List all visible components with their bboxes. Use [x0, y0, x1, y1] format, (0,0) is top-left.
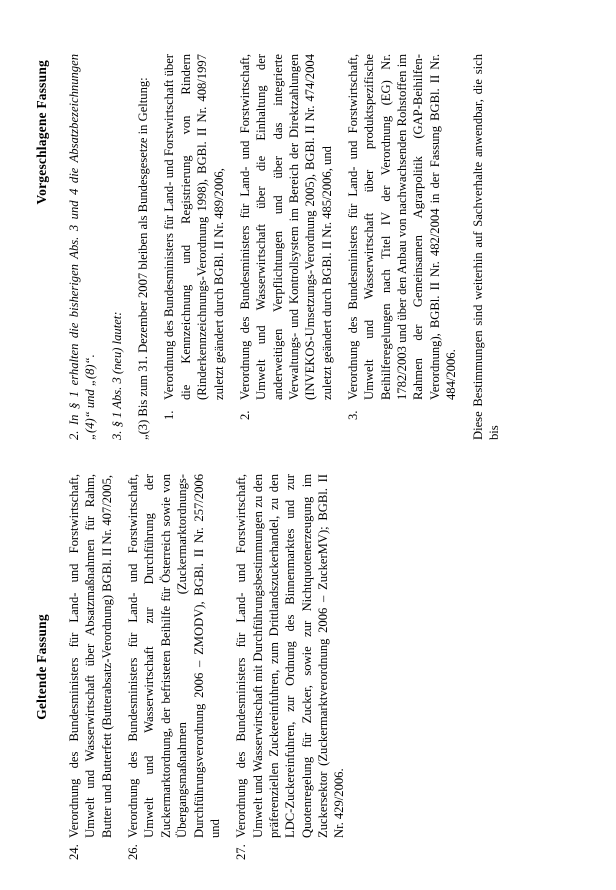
- list-item: [233, 474, 348, 860]
- list-item: [66, 474, 115, 860]
- list-item-number: 3.: [346, 410, 361, 420]
- list-item-number: 26.: [126, 844, 141, 860]
- list-item: [125, 474, 223, 860]
- list-item: [161, 54, 226, 440]
- list-item: [237, 54, 335, 440]
- amendment-instruction-3: 3. § 1 Abs. 3 (neu) lautet:: [109, 311, 124, 440]
- list-item-text: Verordnung des Bundesministers für Land- und Forstwirtschaft, Umwelt und Wasserwirtschaft über Absatzmaßnahmen für Rahm, Butter und Butterfett (Butterabsatz-Verordnung) BGBl. II Nr. 407/2005,: [67, 474, 114, 838]
- column-current-version: [34, 474, 596, 860]
- list-item-text: Verordnung des Bundesministers für Land- und Forstwirtschaft, Umwelt und Wasserwirtschaft über die Einhaltung der anderweitigen Verpflichtungen und über das integrierte Verwaltungs- und Kontrollsystem im Bereich der Direktzahlungen (INVEKOS-Umsetzungs-Verordnung 2005), BGBl. II Nr. 474/2004 zuletzt geändert durch BGBl. II Nr. 485/2006, und: [237, 54, 334, 400]
- closing-sentence: Diese Bestimmungen sind weiterhin auf Sachverhalte anwendbar, die sich bis: [470, 54, 501, 440]
- list-item-text: Verordnung des Bundesministers für Land- und Forstwirtschaft, Umwelt und Wasserwirtschaft über produktspezifische Beihilferegelungen nach Titel IV der Verordnung (EG) Nr. 1782/2003 und über den Anbau von nachwachsenden Rohstoffen im Rahmen der Gemeinsamen Agrarpolitik (GAP-Beihilfen-Verordnung), BGBl. II Nr. 482/2004 in der Fassung BGBl. II Nr. 484/2006.: [346, 54, 459, 400]
- list-item: [345, 54, 460, 440]
- list-item-text: Verordnung des Bundesministers für Land- und Forstwirtschaft, Umwelt und Wasserwirtschaft zur Durchführung der Zuckermarktordnung, der befristeten Beihilfe für Österreich sowie von Übergangsmaßnahmen (Zuckermarktordnungs-Durchführungsverordnung 2006 – ZMODV), BGBl. II Nr. 257/2006 und: [126, 474, 222, 838]
- list-item-text: Verordnung des Bundesministers für Land- und Forstwirtschaft, Umwelt und Wasserwirtschaft mit Durchführungsbestimmungen zu den präferenziellen Zuckereinfuhren, zum Drittlandszuckerhandel, zu den LDC-Zuckereinfuhren, zur Ordnung des Binnenmarktes und zur Quotenregelung für Zucker, sowie zur Nichtquotenerzeugung im Zuckersektor (Zuckermarktverordnung 2006 – ZuckerMV); BGBl. II Nr. 429/2006.: [234, 474, 347, 838]
- column-heading-proposed: Vorgeschlagene Fassung: [34, 60, 49, 205]
- amendment-instruction-2: 2. In § 1 erhalten die bisherigen Abs. 3 und 4 die Absatzbezeichnungen „(4)“ und „(8)“.: [67, 54, 98, 440]
- list-item-number: 24.: [67, 844, 81, 860]
- list-item-number: 2.: [237, 410, 252, 420]
- list-item-text: Verordnung des Bundesministers für Land- und Forstwirtschaft über die Kennzeichnung und Registrierung von Rindern (Rinderkennzeichnungs-Verordnung 1998), BGBl. II Nr. 408/1997 zuletzt geändert durch BGBl. II Nr. 489/2006,: [162, 54, 226, 400]
- provision-intro: „(3) Bis zum 31. Dezember 2007 bleiben als Bundesgesetze in Geltung:: [136, 77, 151, 440]
- two-column-layout: [34, 30, 596, 860]
- column-heading-current: Geltende Fassung: [34, 614, 49, 720]
- list-item-number: 27.: [234, 844, 249, 860]
- list-item-number: 1.: [162, 410, 177, 420]
- column-proposed-version: [34, 54, 596, 440]
